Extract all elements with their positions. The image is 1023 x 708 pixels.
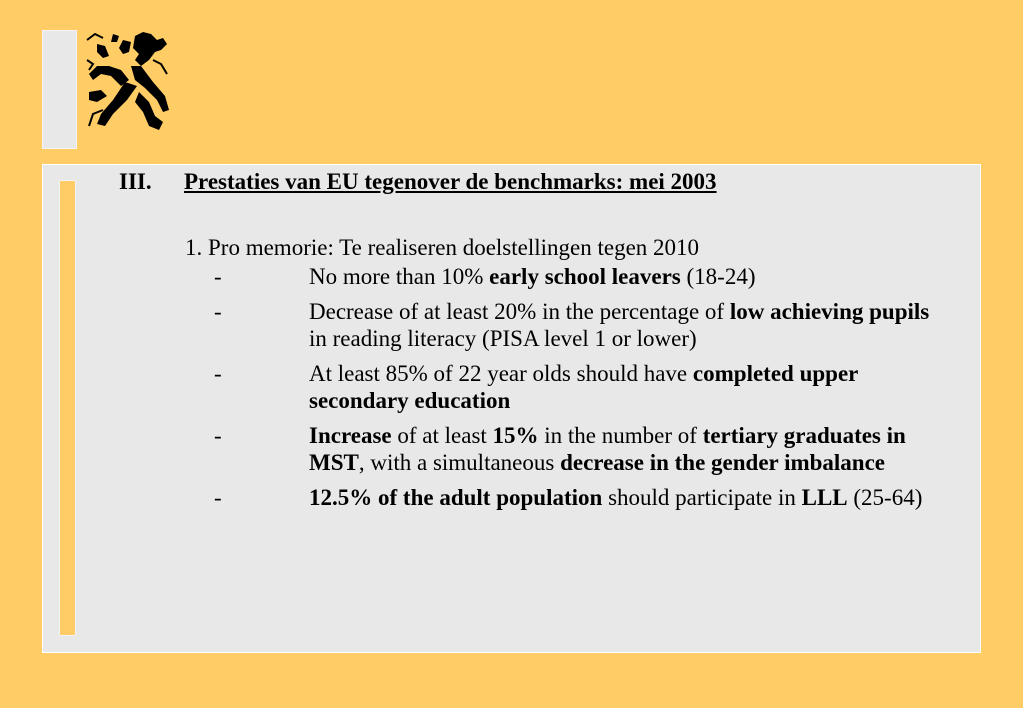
bullet-dash: - bbox=[214, 299, 222, 324]
text-run: in the number of bbox=[538, 423, 703, 448]
bullet-text bbox=[309, 298, 934, 352]
text-run: should participate in bbox=[602, 485, 802, 510]
heading-title: Prestaties van EU tegenover de benchmarks: mei 2003 bbox=[184, 169, 717, 194]
bullet-dash: - bbox=[214, 264, 222, 289]
benchmark-list bbox=[0, 263, 1023, 519]
bold-run: completed upper secondary education bbox=[309, 361, 858, 413]
bold-run: Increase bbox=[309, 423, 392, 448]
bold-run: decrease in the gender imbalance bbox=[560, 450, 886, 475]
bullet-text bbox=[309, 263, 934, 290]
bullet-dash: - bbox=[214, 361, 222, 386]
bold-run: low achieving pupils bbox=[729, 299, 930, 324]
bold-run: tertiary graduates in MST bbox=[309, 423, 906, 475]
text-run: At least 85% of 22 year olds should have bbox=[309, 361, 693, 386]
bullet-dash: - bbox=[214, 423, 222, 448]
bold-run: 15% bbox=[492, 423, 539, 448]
bullet-dash: - bbox=[214, 485, 222, 510]
bold-run: LLL bbox=[801, 485, 848, 510]
list-item bbox=[0, 360, 1023, 414]
text-run: of at least bbox=[391, 423, 493, 448]
bold-run: early school leavers bbox=[489, 264, 681, 289]
logo-bar bbox=[42, 30, 77, 149]
text-run: (25-64) bbox=[847, 485, 923, 510]
list-item bbox=[0, 422, 1023, 476]
bullet-text bbox=[309, 484, 934, 511]
bullet-text bbox=[309, 360, 934, 414]
text-run: , with a simultaneous bbox=[358, 450, 561, 475]
heading-number: III. bbox=[119, 169, 152, 194]
flemish-lion-icon bbox=[83, 30, 171, 132]
text-run: in reading literacy (PISA level 1 or lower) bbox=[309, 326, 697, 351]
bold-run: 12.5% of the adult population bbox=[309, 485, 603, 510]
text-run: (18-24) bbox=[680, 264, 756, 289]
text-run: Decrease of at least 20% in the percentage of bbox=[309, 299, 730, 324]
list-item bbox=[0, 484, 1023, 511]
list-item bbox=[0, 298, 1023, 352]
intro-line: 1. Pro memorie: Te realiseren doelstellingen tegen 2010 bbox=[185, 235, 700, 260]
text-run: No more than 10% bbox=[309, 264, 490, 289]
list-item bbox=[0, 263, 1023, 290]
bullet-text bbox=[309, 422, 934, 476]
